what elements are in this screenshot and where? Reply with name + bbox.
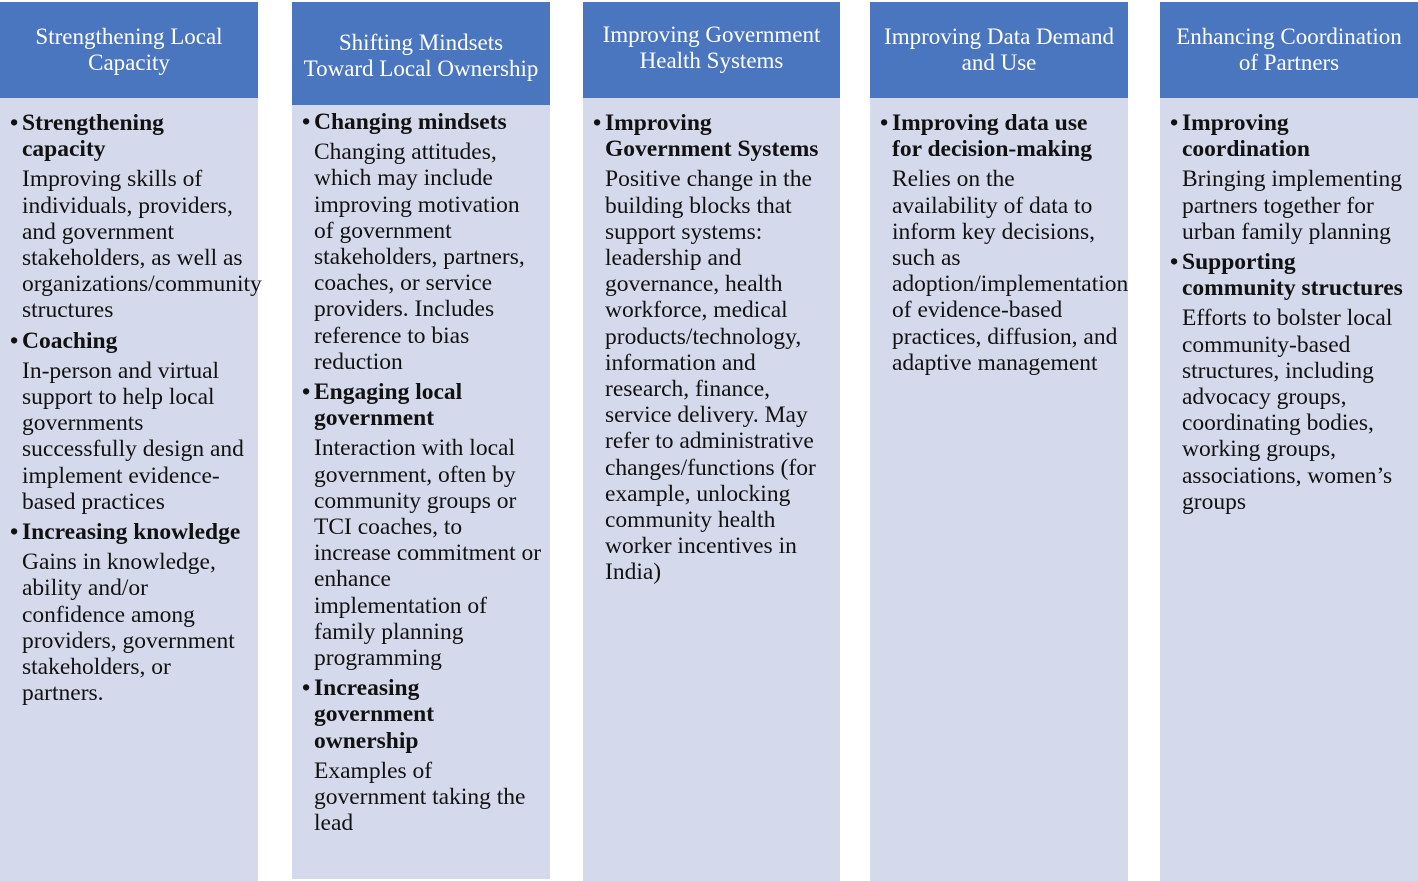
list-item bbox=[10, 519, 250, 706]
column-body bbox=[292, 105, 550, 879]
column-header: Enhancing Coordination of Partners bbox=[1160, 2, 1418, 98]
item-title: Engaging local government bbox=[314, 379, 463, 432]
column-shifting-mindsets bbox=[292, 2, 550, 879]
column-header: Strengthening Local Capacity bbox=[0, 2, 258, 98]
item-title: Changing mindsets bbox=[314, 109, 507, 135]
item-description: In-person and virtual support to help local governments successfully design and implement evidence-based practices bbox=[22, 357, 244, 515]
column-header: Shifting Mindsets Toward Local Ownership bbox=[292, 2, 550, 105]
column-strengthening-local-capacity bbox=[0, 2, 262, 881]
list-item bbox=[302, 675, 542, 836]
bullet-icon: • bbox=[1170, 249, 1179, 276]
bullet-icon: • bbox=[302, 675, 311, 702]
bullet-icon: • bbox=[302, 109, 311, 135]
column-body bbox=[583, 98, 840, 881]
list-item bbox=[1170, 249, 1410, 515]
list-item bbox=[10, 110, 262, 324]
item-title: Increasing knowledge bbox=[22, 519, 241, 546]
list-item bbox=[880, 110, 1129, 376]
column-header: Improving Data Demand and Use bbox=[870, 2, 1128, 98]
bullet-icon: • bbox=[10, 327, 19, 354]
column-body bbox=[0, 98, 262, 881]
list-item bbox=[302, 109, 542, 375]
bullet-icon: • bbox=[10, 519, 19, 546]
column-improving-data-demand-and-use bbox=[870, 2, 1128, 881]
item-description: Changing attitudes, which may include improving motivation of government stakeholders, partners, coaches, or service providers. Includes reference to bias reduction bbox=[314, 139, 525, 375]
item-description: Improving skills of individuals, providers, and government stakeholders, as well as organizations/community structures bbox=[22, 166, 262, 324]
column-header: Improving Government Health Systems bbox=[583, 2, 840, 98]
item-title: Strengthening capacity bbox=[22, 110, 164, 163]
item-description: Bringing implementing partners together for urban family planning bbox=[1182, 166, 1402, 245]
item-description: Efforts to bolster local community-based structures, including advocacy groups, coordinating bodies, working groups, associations, women’s groups bbox=[1182, 305, 1393, 515]
item-description: Interaction with local government, often by community groups or TCI coaches, to increase commitment or enhance implementation of family planning programming bbox=[314, 435, 542, 672]
bullet-icon: • bbox=[880, 110, 889, 136]
item-title: Supporting community structures bbox=[1182, 249, 1403, 302]
column-enhancing-coordination-of-partners bbox=[1160, 2, 1418, 881]
item-description: Gains in knowledge, ability and/or confidence among providers, government stakeholders, or partners. bbox=[22, 549, 235, 707]
list-item bbox=[302, 379, 542, 671]
list-item bbox=[593, 110, 832, 586]
bullet-icon: • bbox=[1170, 110, 1179, 136]
item-title: Improving coordination bbox=[1182, 110, 1310, 163]
item-title: Improving Government Systems bbox=[605, 110, 819, 163]
column-improving-government-health-systems bbox=[583, 2, 840, 881]
column-body bbox=[870, 98, 1128, 881]
item-title: Increasing government ownership bbox=[314, 675, 435, 754]
bullet-icon: • bbox=[10, 110, 19, 136]
bullet-icon: • bbox=[302, 379, 311, 406]
bullet-icon: • bbox=[593, 110, 602, 136]
list-item bbox=[10, 328, 250, 515]
item-description: Examples of government taking the lead bbox=[314, 757, 526, 837]
column-body bbox=[1160, 98, 1418, 881]
item-title: Coaching bbox=[22, 327, 118, 354]
item-title: Improving data use for decision-making bbox=[892, 110, 1092, 163]
list-item bbox=[1170, 110, 1410, 245]
item-description: Relies on the availability of data to inform key decisions, such as adoption/implementation of evidence-based practices, diffusion, and adaptive management bbox=[892, 166, 1129, 376]
item-description: Positive change in the building blocks that support systems: leadership and governance, health workforce, medical products/technology, information and research, finance, service delivery. May refer to administrative changes/functions (for example, unlocking community health worker incentives in India) bbox=[605, 166, 816, 586]
